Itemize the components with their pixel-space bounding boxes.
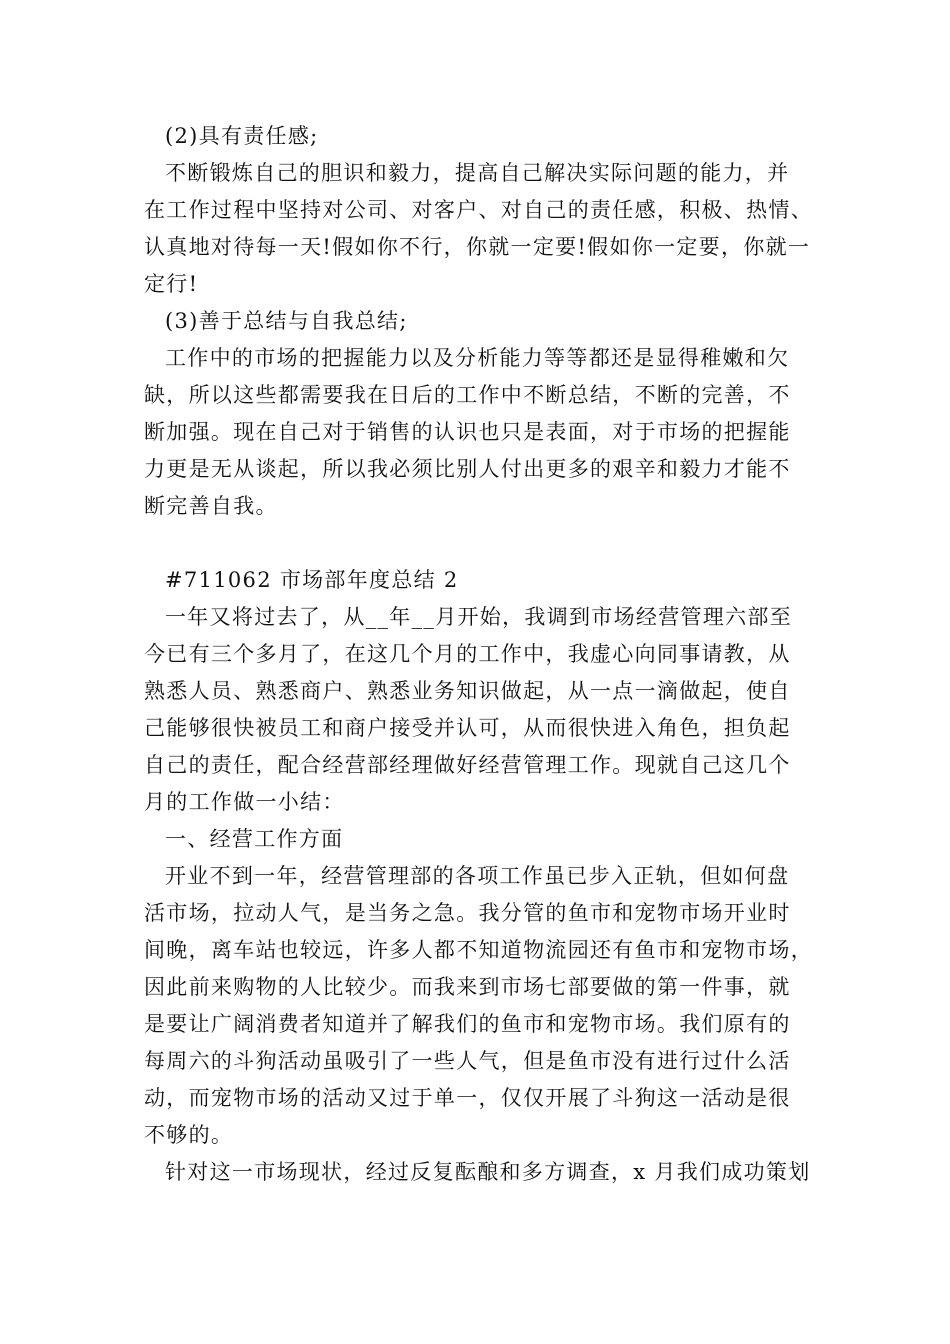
list-item-responsibility: (2)具有责任感; <box>165 124 319 148</box>
paragraph-line: 定行! <box>144 272 199 296</box>
paragraph-line: 月的工作做一小结： <box>144 790 345 814</box>
blank-line <box>144 525 816 562</box>
paragraph-line: 工作中的市场的把握能力以及分析能力等等都还是显得稚嫩和欠 <box>165 346 790 370</box>
paragraph-line: 熟悉人员、熟悉商户、熟悉业务知识做起，从一点一滴做起，使自 <box>144 679 791 703</box>
paragraph-line: 断完善自我。 <box>144 494 278 518</box>
paragraph-line: 不断锻炼自己的胆识和毅力，提高自己解决实际问题的能力，并 <box>165 161 790 185</box>
paragraph-line: 间晚，离车站也较远，许多人都不知道物流园还有鱼市和宠物市场， <box>144 938 813 962</box>
paragraph-line: 动，而宠物市场的活动又过于单一，仅仅开展了斗狗这一活动是很 <box>144 1086 791 1110</box>
paragraph-line: 力更是无从谈起，所以我必须比别人付出更多的艰辛和毅力才能不 <box>144 457 791 481</box>
document-body <box>144 118 816 1191</box>
paragraph-line: 因此前来购物的人比较少。而我来到市场七部要做的第一件事，就 <box>144 975 791 999</box>
paragraph-line: 在工作过程中坚持对公司、对客户、对自己的责任感，积极、热情、 <box>144 198 813 222</box>
paragraph-line: 自己的责任，配合经营部经理做好经营管理工作。现就自己这几个 <box>144 753 791 777</box>
paragraph-line: 缺，所以这些都需要我在日后的工作中不断总结，不断的完善，不 <box>144 383 791 407</box>
paragraph-line: 今已有三个多月了，在这几个月的工作中，我虚心向同事请教，从 <box>144 642 791 666</box>
paragraph-line: 己能够很快被员工和商户接受并认可，从而很快进入角色，担负起 <box>144 716 791 740</box>
paragraph-line: 断加强。现在自己对于销售的认识也只是表面，对于市场的把握能 <box>144 420 791 444</box>
paragraph-line: 每周六的斗狗活动虽吸引了一些人气，但是鱼市没有进行过什么活 <box>144 1049 791 1073</box>
paragraph-line: 针对这一市场现状，经过反复酝酿和多方调查，x 月我们成功策划 <box>165 1160 811 1184</box>
paragraph-line: 活市场，拉动人气，是当务之急。我分管的鱼市和宠物市场开业时 <box>144 901 791 925</box>
paragraph-line: 开业不到一年，经营管理部的各项工作虽已步入正轨，但如何盘 <box>165 864 790 888</box>
section-title: #711062 市场部年度总结 2 <box>165 568 459 592</box>
paragraph-line: 不够的。 <box>144 1123 234 1147</box>
paragraph-line: 是要让广阔消费者知道并了解我们的鱼市和宠物市场。我们原有的 <box>144 1012 791 1036</box>
subsection-title: 一、经营工作方面 <box>165 827 344 851</box>
paragraph-line: 认真地对待每一天!假如你不行，你就一定要!假如你一定要，你就一 <box>144 235 811 259</box>
list-item-summary: (3)善于总结与自我总结; <box>165 309 408 333</box>
paragraph-line: 一年又将过去了，从__年__月开始，我调到市场经营管理六部至 <box>165 605 792 629</box>
